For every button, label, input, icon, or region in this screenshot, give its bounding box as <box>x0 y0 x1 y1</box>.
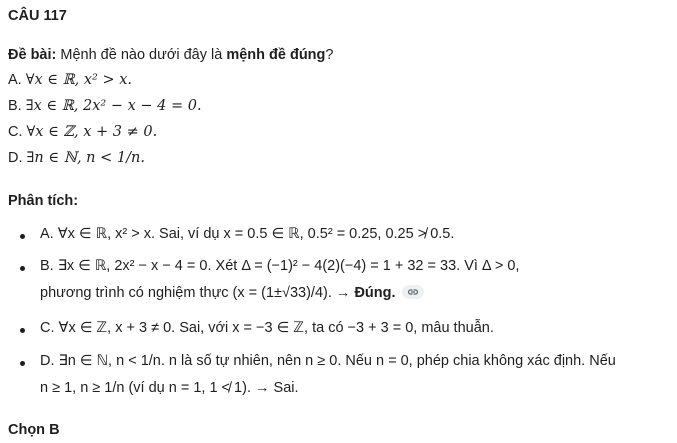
analysis-b-line1: B. ∃x ∈ ℝ, 2x² − x − 4 = 0. Xét Δ = (−1)² − 4(2)(−4) = 1 + 32 = 33. Vì Δ > 0, <box>40 258 520 274</box>
bullet-dot <box>20 361 25 366</box>
analysis-b-verdict: Đúng. <box>354 285 396 301</box>
problem-statement <box>8 47 333 63</box>
question-heading: CÂU 117 <box>8 8 67 24</box>
option-c <box>8 124 157 140</box>
option-d-prefix: D. <box>8 150 27 166</box>
option-b <box>8 98 202 114</box>
analysis-b-text: phương trình có nghiệm thực (x = (1±√33)/4). → <box>40 285 355 301</box>
answer: Chọn B <box>8 422 60 438</box>
problem-label: Đề bài: <box>8 47 57 63</box>
problem-text-end: ? <box>325 47 334 63</box>
analysis-b-line2 <box>40 285 424 301</box>
analysis-a: A. ∀x ∈ ℝ, x² > x. Sai, ví dụ x = 0.5 ∈ ℝ, 0.5² = 0.25, 0.25 ≯ 0.5. <box>40 226 455 242</box>
analysis-d-line1: D. ∃n ∈ ℕ, n < 1/n. n là số tự nhiên, nên n ≥ 0. Nếu n = 0, phép chia không xác định. Nếu <box>40 353 616 369</box>
link-icon[interactable] <box>402 285 424 299</box>
option-b-math: ∃x ∈ ℝ, 2x² − x − 4 = 0. <box>25 98 202 114</box>
option-c-prefix: C. <box>8 124 27 140</box>
analysis-d-line2: n ≥ 1, n ≥ 1/n (ví dụ n = 1, 1 ≮ 1). → Sai. <box>40 380 299 396</box>
option-c-math: ∀x ∈ ℤ, x + 3 ≠ 0. <box>26 124 158 140</box>
option-a-prefix: A. <box>8 72 26 88</box>
bullet-dot <box>20 234 25 239</box>
problem-text: Mệnh đề nào dưới đây là <box>56 47 227 63</box>
option-a <box>8 72 132 88</box>
analysis-title: Phân tích: <box>8 193 79 209</box>
option-d <box>8 150 145 166</box>
option-d-math: ∃n ∈ ℕ, n < 1/n. <box>26 150 145 166</box>
option-b-prefix: B. <box>8 98 26 114</box>
analysis-c: C. ∀x ∈ ℤ, x + 3 ≠ 0. Sai, với x = −3 ∈ ℤ, ta có −3 + 3 = 0, mâu thuẫn. <box>40 320 494 336</box>
bullet-dot <box>20 266 25 271</box>
option-a-math: ∀x ∈ ℝ, x² > x. <box>25 72 133 88</box>
bullet-dot <box>20 328 25 333</box>
problem-emphasis: mệnh đề đúng <box>226 47 326 63</box>
